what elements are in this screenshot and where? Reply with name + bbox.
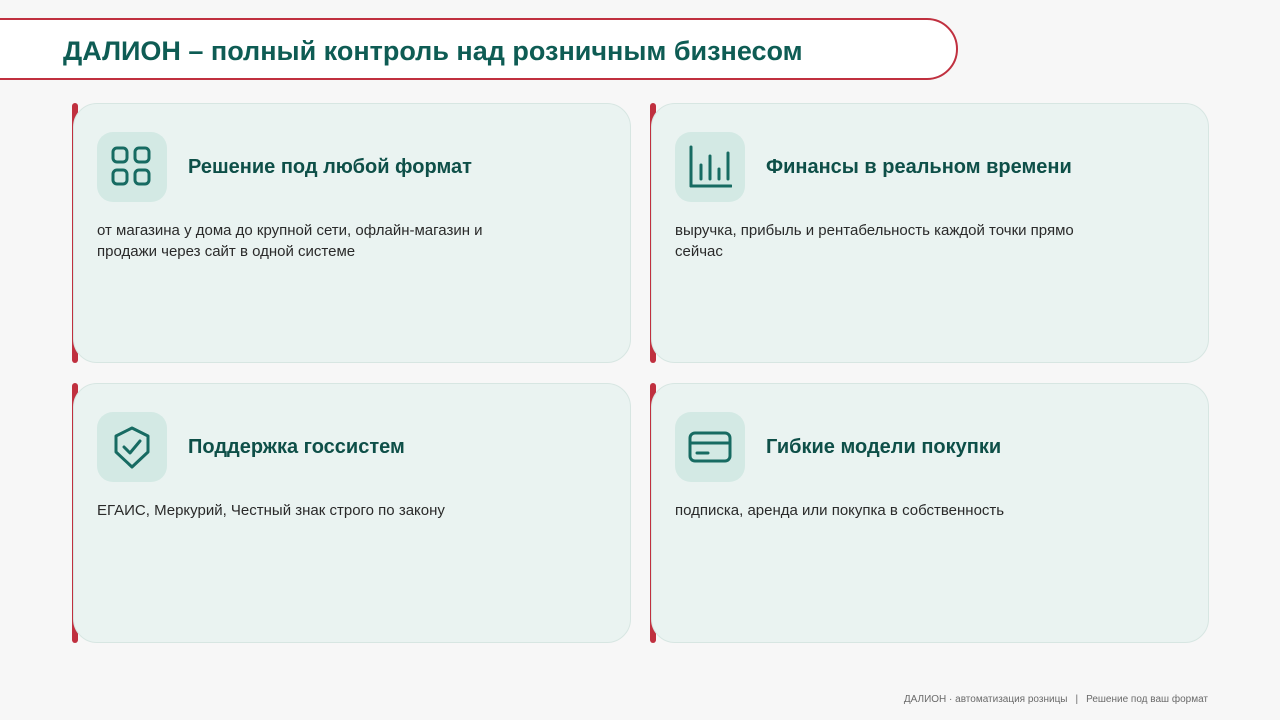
- grid-icon: [97, 132, 167, 202]
- card-title: Гибкие модели покупки: [766, 436, 1002, 458]
- footer: [904, 693, 1208, 707]
- page-title: ДАЛИОН – полный контроль над розничным бизнесом: [63, 36, 803, 66]
- footer-separator: |: [1075, 694, 1079, 705]
- card-description: подписка, аренда или покупка в собственность: [675, 502, 1005, 519]
- card-description: от магазина у дома до крупной сети, офлайн-магазин и продажи через сайт в одной системе: [97, 222, 483, 260]
- feature-card-format: [73, 103, 631, 363]
- feature-card-gov-systems: [73, 383, 631, 643]
- footer-brand: ДАЛИОН · автоматизация розницы: [903, 694, 1068, 705]
- card-title: Решение под любой формат: [188, 156, 472, 178]
- card-title: Поддержка госсистем: [188, 436, 405, 458]
- feature-card-finance: [651, 103, 1209, 363]
- bar-chart-icon: [675, 132, 745, 202]
- credit-card-icon: [675, 412, 745, 482]
- feature-card-purchase-models: [651, 383, 1209, 643]
- card-description: ЕГАИС, Меркурий, Честный знак строго по закону: [97, 502, 445, 519]
- card-description: выручка, прибыль и рентабельность каждой точки прямо сейчас: [675, 222, 1074, 260]
- footer-tagline: Решение под ваш формат: [1086, 694, 1208, 705]
- card-title: Финансы в реальном времени: [766, 156, 1072, 178]
- shield-check-icon: [97, 412, 167, 482]
